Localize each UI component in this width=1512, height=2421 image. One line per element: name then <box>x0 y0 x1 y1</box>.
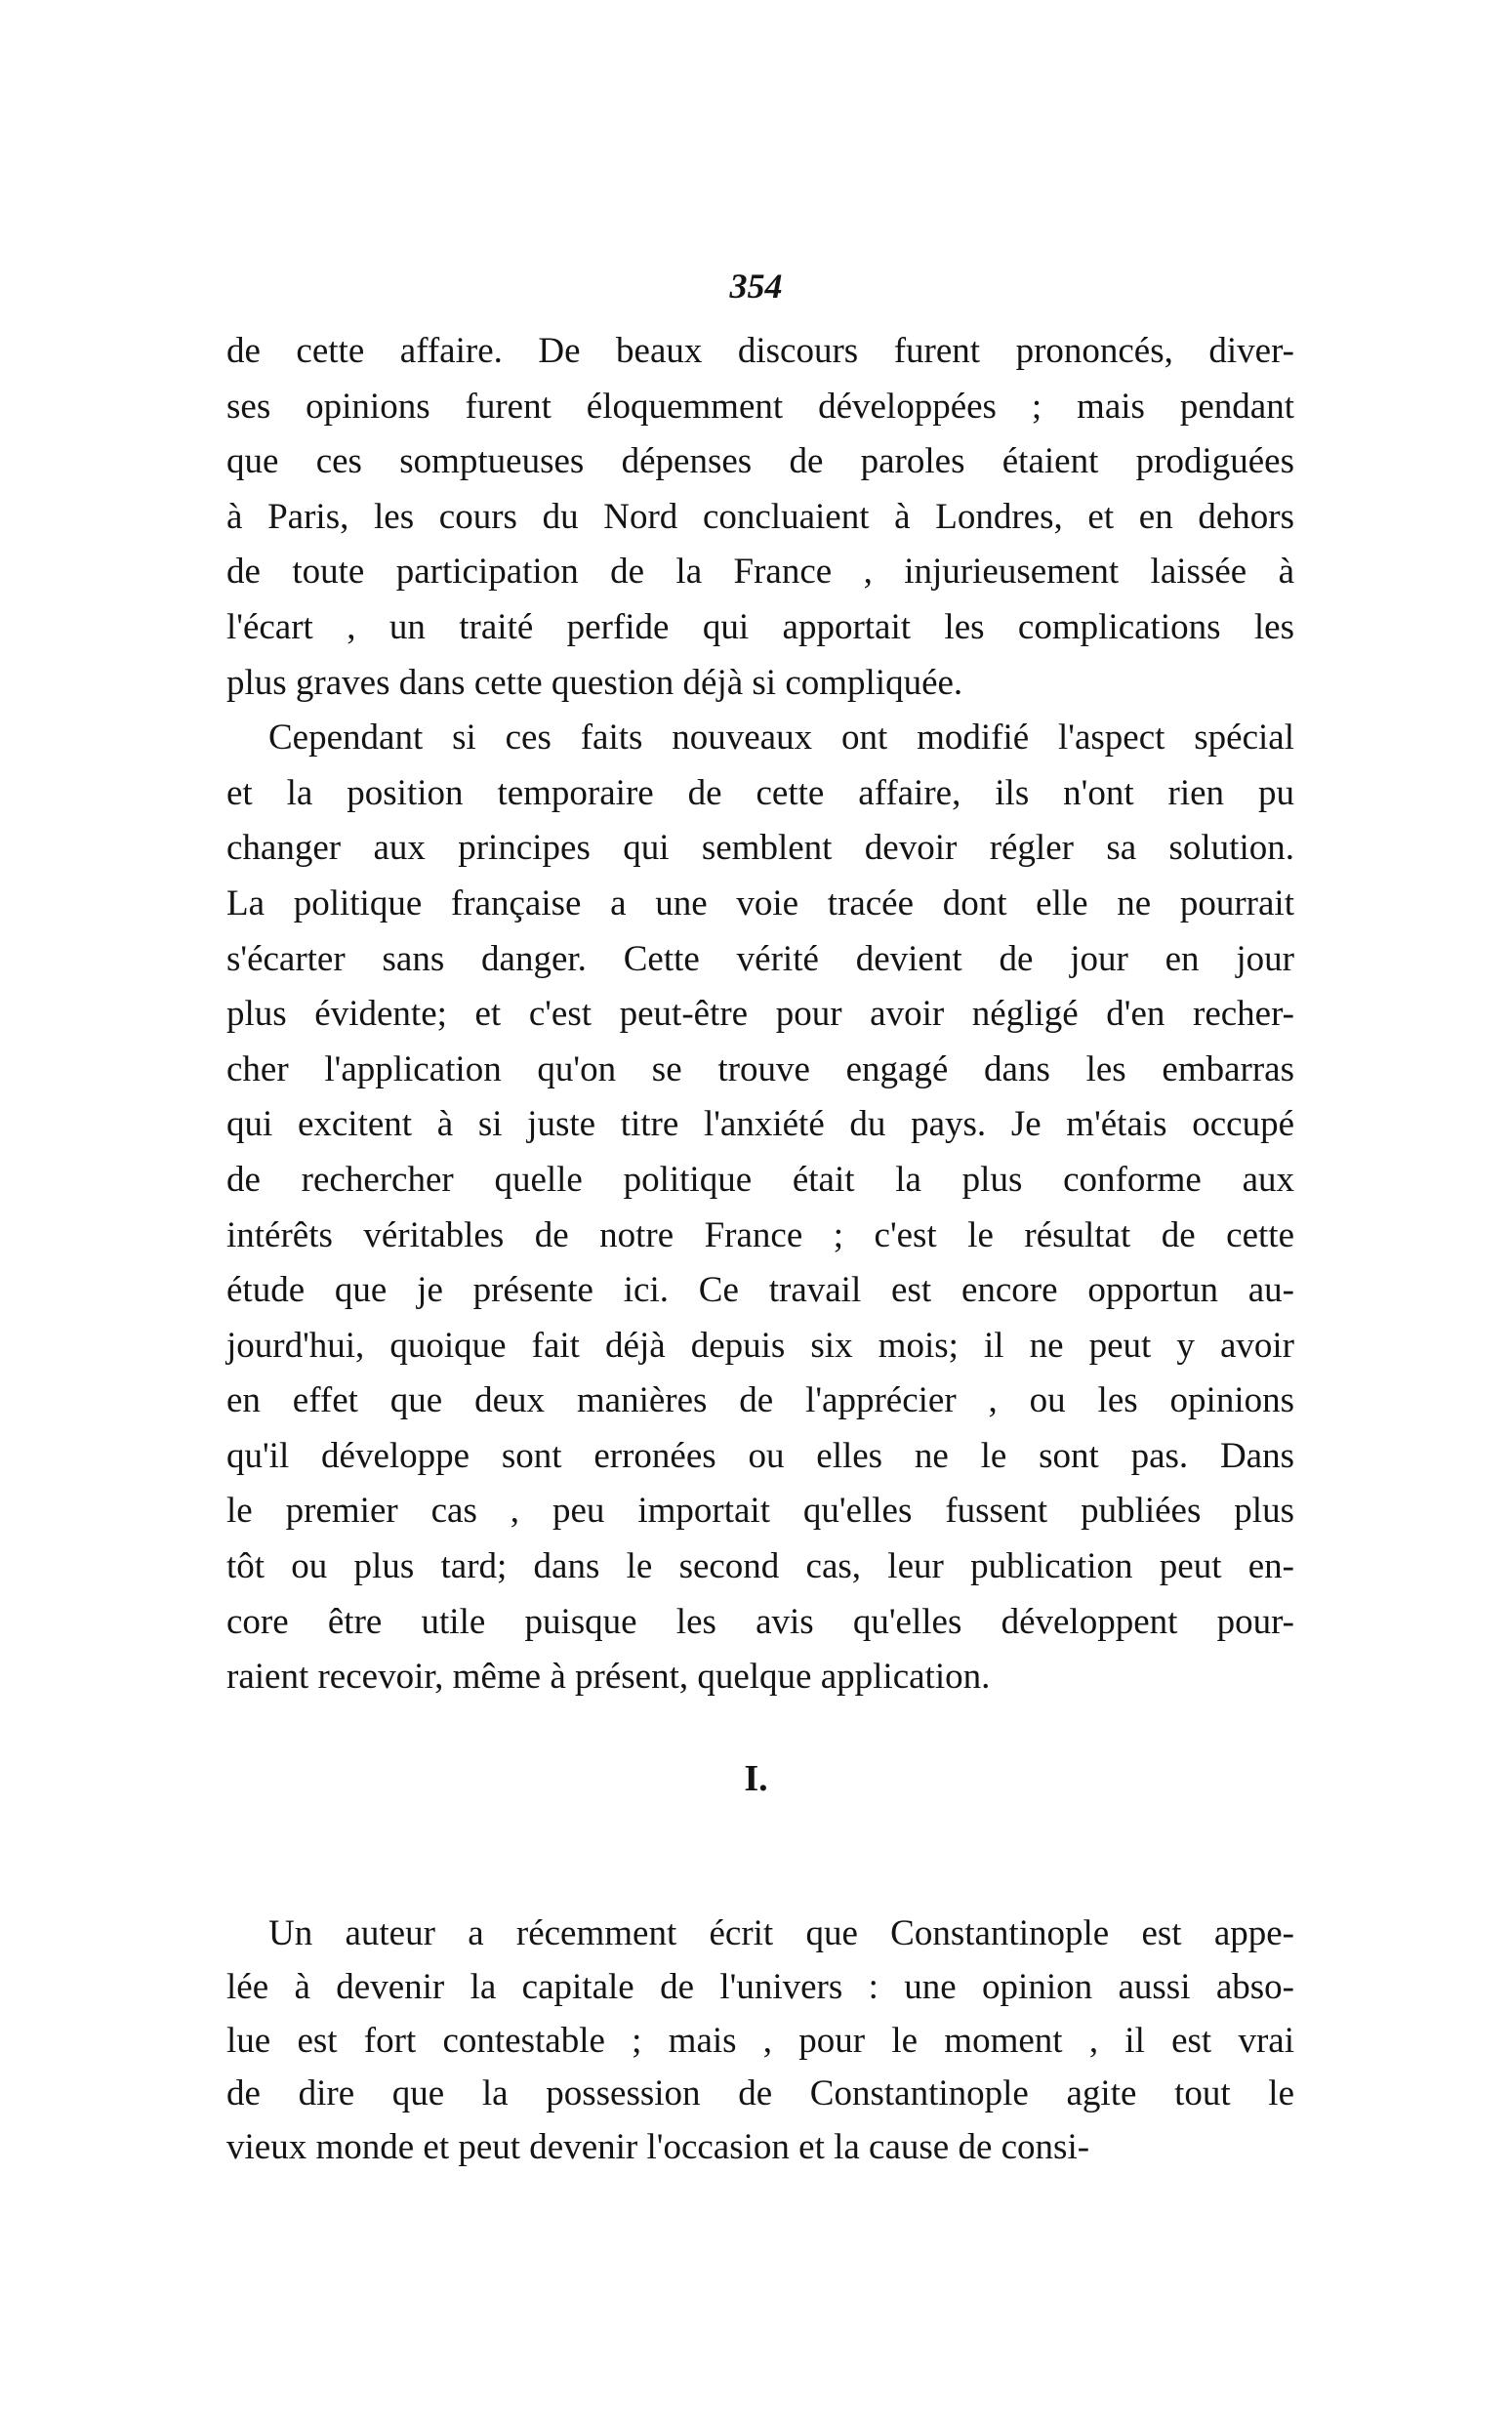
text-line: vieux monde et peut devenir l'occasion et la cause de consi- <box>226 2127 1090 2168</box>
text-line: que ces somptueuses dépenses de paroles étaient prodiguées <box>226 441 1294 482</box>
text-line: qu'il développe sont erronées ou elles ne le sont pas. Dans <box>226 1435 1294 1476</box>
text-line: Un auteur a récemment écrit que Constantinople est appe- <box>268 1913 1294 1953</box>
text-line: raient recevoir, même à présent, quelque application. <box>226 1657 991 1698</box>
text-line: en effet que deux manières de l'apprécier , ou les opinions <box>226 1380 1294 1421</box>
text-line: qui excitent à si juste titre l'anxiété du pays. Je m'étais occupé <box>226 1104 1294 1145</box>
text-line: tôt ou plus tard; dans le second cas, leur publication peut en- <box>226 1546 1294 1587</box>
body-text-after-heading <box>226 1908 1294 2175</box>
text-line: à Paris, les cours du Nord concluaient à Londres, et en dehors <box>226 496 1294 537</box>
paragraph <box>226 1908 1294 2175</box>
text-line: lée à devenir la capitale de l'univers : une opinion aussi abso- <box>226 1966 1294 2007</box>
paragraph <box>226 711 1294 1705</box>
text-line: plus graves dans cette question déjà si compliquée. <box>226 662 963 703</box>
text-line: jourd'hui, quoique fait déjà depuis six mois; il ne peut y avoir <box>226 1325 1294 1366</box>
body-text-before-heading <box>226 324 1294 1705</box>
text-line: le premier cas , peu importait qu'elles fussent publiées plus <box>226 1491 1294 1532</box>
text-line: de toute participation de la France , injurieusement laissée à <box>226 552 1294 593</box>
text-line: changer aux principes qui semblent devoir régler sa solution. <box>226 828 1294 869</box>
paragraph <box>226 324 1294 711</box>
text-line: de dire que la possession de Constantinople agite tout le <box>226 2073 1294 2114</box>
text-line: plus évidente; et c'est peut-être pour avoir négligé d'en recher- <box>226 994 1294 1035</box>
text-line: core être utile puisque les avis qu'elles développent pour- <box>226 1601 1294 1642</box>
page-number: 354 <box>729 267 783 306</box>
text-line: cher l'application qu'on se trouve engagé dans les embarras <box>226 1048 1294 1089</box>
text-line: étude que je présente ici. Ce travail est encore opportun au- <box>226 1270 1294 1311</box>
text-line: de cette affaire. De beaux discours furent prononcés, diver- <box>226 331 1294 371</box>
text-line: La politique française a une voie tracée dont elle ne pourrait <box>226 882 1294 923</box>
text-line: lue est fort contestable ; mais , pour le moment , il est vrai <box>226 2020 1294 2061</box>
section-heading: I. <box>744 1758 768 1799</box>
text-line: l'écart , un traité perfide qui apportait les complications les <box>226 606 1294 647</box>
text-line: et la position temporaire de cette affaire, ils n'ont rien pu <box>226 772 1294 813</box>
text-line: ses opinions furent éloquemment développées ; mais pendant <box>226 386 1294 427</box>
text-line: s'écarter sans danger. Cette vérité devient de jour en jour <box>226 938 1294 979</box>
text-line: de rechercher quelle politique était la plus conforme aux <box>226 1159 1294 1200</box>
text-line: Cependant si ces faits nouveaux ont modifié l'aspect spécial <box>268 718 1294 759</box>
text-line: intérêts véritables de notre France ; c'est le résultat de cette <box>226 1214 1294 1255</box>
